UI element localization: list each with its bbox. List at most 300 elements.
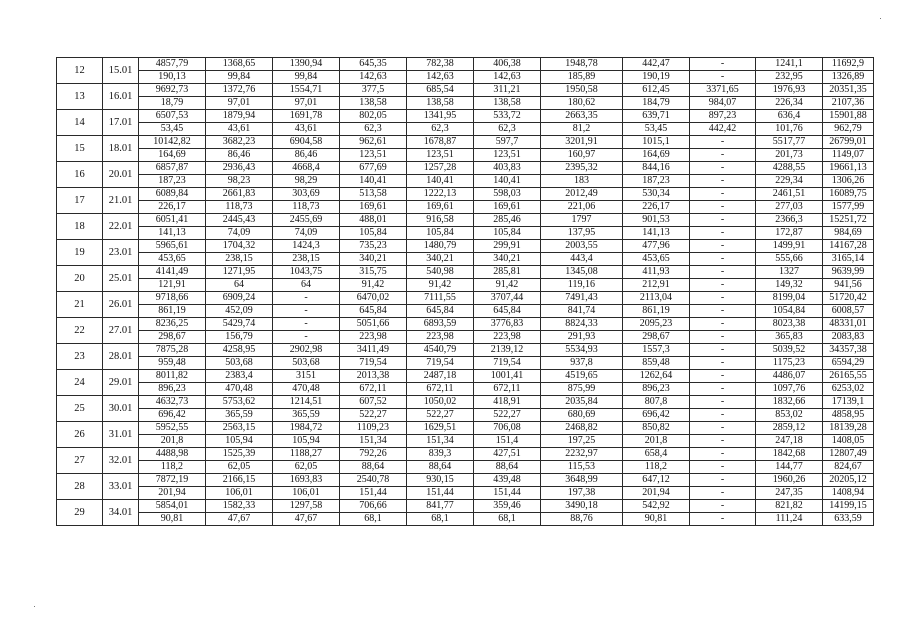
value-cell-bottom-col-6: 169,61 — [474, 201, 541, 214]
value-cell-bottom-col-10: 853,02 — [756, 409, 823, 422]
value-cell-bottom-col-5: 151,44 — [407, 487, 474, 500]
value-cell-bottom-col-7: 680,69 — [541, 409, 623, 422]
value-cell-bottom-col-6: 142,63 — [474, 71, 541, 84]
value-cell-top-col-8: 477,96 — [623, 240, 690, 253]
value-cell-top-col-1: 8011,82 — [139, 370, 206, 383]
value-cell-bottom-col-3: 98,29 — [273, 175, 340, 188]
value-cell-top-col-7: 1950,58 — [541, 84, 623, 97]
date-cell: 33.01 — [103, 474, 139, 500]
value-cell-bottom-col-2: 97,01 — [206, 97, 273, 110]
value-cell-top-col-9: - — [690, 422, 756, 435]
value-cell-bottom-col-11: 6008,57 — [823, 305, 874, 318]
value-cell-top-col-7: 1797 — [541, 214, 623, 227]
value-cell-top-col-5: 7111,55 — [407, 292, 474, 305]
value-cell-bottom-col-2: 99,84 — [206, 71, 273, 84]
date-cell: 28.01 — [103, 344, 139, 370]
table-row-bottom — [57, 227, 874, 240]
row-number-cell: 15 — [57, 136, 103, 162]
value-cell-top-col-11: 17139,1 — [823, 396, 874, 409]
value-cell-top-col-11: 16089,75 — [823, 188, 874, 201]
value-cell-top-col-6: 403,83 — [474, 162, 541, 175]
value-cell-bottom-col-7: 115,53 — [541, 461, 623, 474]
value-cell-top-col-10: 1832,66 — [756, 396, 823, 409]
value-cell-bottom-col-9: - — [690, 175, 756, 188]
value-cell-bottom-col-6: 151,4 — [474, 435, 541, 448]
value-cell-bottom-col-6: 105,84 — [474, 227, 541, 240]
value-cell-top-col-1: 9718,66 — [139, 292, 206, 305]
table-row-bottom — [57, 279, 874, 292]
value-cell-bottom-col-1: 121,91 — [139, 279, 206, 292]
value-cell-top-col-7: 2003,55 — [541, 240, 623, 253]
row-number-cell: 21 — [57, 292, 103, 318]
value-cell-top-col-6: 533,72 — [474, 110, 541, 123]
value-cell-top-col-5: 916,58 — [407, 214, 474, 227]
date-cell: 34.01 — [103, 500, 139, 526]
value-cell-bottom-col-7: 137,95 — [541, 227, 623, 240]
value-cell-bottom-col-10: 201,73 — [756, 149, 823, 162]
value-cell-bottom-col-8: 453,65 — [623, 253, 690, 266]
value-cell-top-col-5: 4540,79 — [407, 344, 474, 357]
value-cell-bottom-col-6: 522,27 — [474, 409, 541, 422]
value-cell-bottom-col-3: - — [273, 305, 340, 318]
value-cell-top-col-2: 1582,33 — [206, 500, 273, 513]
value-cell-bottom-col-1: 453,65 — [139, 253, 206, 266]
value-cell-top-col-11: 11692,9 — [823, 58, 874, 71]
table-row-top — [57, 500, 874, 513]
value-cell-bottom-col-4: 105,84 — [340, 227, 407, 240]
value-cell-bottom-col-3: 365,59 — [273, 409, 340, 422]
table-row-bottom — [57, 357, 874, 370]
value-cell-top-col-1: 5952,55 — [139, 422, 206, 435]
value-cell-top-col-4: 962,61 — [340, 136, 407, 149]
value-cell-bottom-col-9: - — [690, 149, 756, 162]
value-cell-bottom-col-2: 64 — [206, 279, 273, 292]
value-cell-top-col-5: 839,3 — [407, 448, 474, 461]
value-cell-top-col-5: 1480,79 — [407, 240, 474, 253]
value-cell-bottom-col-7: 443,4 — [541, 253, 623, 266]
value-cell-top-col-11: 51720,42 — [823, 292, 874, 305]
value-cell-top-col-5: 685,54 — [407, 84, 474, 97]
value-cell-top-col-9: - — [690, 448, 756, 461]
value-cell-top-col-11: 26165,55 — [823, 370, 874, 383]
value-cell-top-col-2: 2936,43 — [206, 162, 273, 175]
value-cell-top-col-6: 597,7 — [474, 136, 541, 149]
value-cell-top-col-8: 639,71 — [623, 110, 690, 123]
value-cell-top-col-11: 9639,99 — [823, 266, 874, 279]
value-cell-top-col-8: 442,47 — [623, 58, 690, 71]
value-cell-top-col-2: 1372,76 — [206, 84, 273, 97]
value-cell-top-col-8: 2095,23 — [623, 318, 690, 331]
value-cell-top-col-4: 315,75 — [340, 266, 407, 279]
value-cell-top-col-3: 2902,98 — [273, 344, 340, 357]
value-cell-bottom-col-5: 91,42 — [407, 279, 474, 292]
value-cell-bottom-col-1: 187,23 — [139, 175, 206, 188]
value-cell-top-col-7: 1948,78 — [541, 58, 623, 71]
value-cell-top-col-9: - — [690, 136, 756, 149]
value-cell-top-col-7: 7491,43 — [541, 292, 623, 305]
table-row-top — [57, 58, 874, 71]
value-cell-top-col-3: 1693,83 — [273, 474, 340, 487]
value-cell-top-col-9: - — [690, 240, 756, 253]
value-cell-bottom-col-11: 941,56 — [823, 279, 874, 292]
value-cell-bottom-col-7: 185,89 — [541, 71, 623, 84]
value-cell-bottom-col-7: 197,25 — [541, 435, 623, 448]
value-cell-top-col-5: 841,77 — [407, 500, 474, 513]
value-cell-top-col-11: 14167,28 — [823, 240, 874, 253]
value-cell-bottom-col-5: 169,61 — [407, 201, 474, 214]
value-cell-bottom-col-1: 696,42 — [139, 409, 206, 422]
value-cell-top-col-2: 1525,39 — [206, 448, 273, 461]
value-cell-top-col-4: 677,69 — [340, 162, 407, 175]
value-cell-bottom-col-7: 88,76 — [541, 513, 623, 526]
value-cell-bottom-col-6: 68,1 — [474, 513, 541, 526]
row-number-cell: 26 — [57, 422, 103, 448]
table-row-top — [57, 110, 874, 123]
value-cell-bottom-col-7: 180,62 — [541, 97, 623, 110]
value-cell-top-col-1: 9692,73 — [139, 84, 206, 97]
date-cell: 15.01 — [103, 58, 139, 84]
value-cell-top-col-2: 1704,32 — [206, 240, 273, 253]
value-cell-bottom-col-1: 226,17 — [139, 201, 206, 214]
value-cell-top-col-5: 782,38 — [407, 58, 474, 71]
value-cell-top-col-9: 897,23 — [690, 110, 756, 123]
value-cell-bottom-col-3: 99,84 — [273, 71, 340, 84]
value-cell-top-col-10: 1976,93 — [756, 84, 823, 97]
value-cell-bottom-col-10: 365,83 — [756, 331, 823, 344]
value-cell-top-col-2: 1879,94 — [206, 110, 273, 123]
table-row-top — [57, 240, 874, 253]
value-cell-top-col-2: 1368,65 — [206, 58, 273, 71]
value-cell-top-col-7: 8824,33 — [541, 318, 623, 331]
value-cell-top-col-2: 2383,4 — [206, 370, 273, 383]
value-cell-bottom-col-10: 144,77 — [756, 461, 823, 474]
table-row-bottom — [57, 487, 874, 500]
table-row-top — [57, 344, 874, 357]
value-cell-bottom-col-6: 140,41 — [474, 175, 541, 188]
value-cell-bottom-col-4: 140,41 — [340, 175, 407, 188]
value-cell-top-col-8: 1557,3 — [623, 344, 690, 357]
value-cell-top-col-9: - — [690, 318, 756, 331]
value-cell-bottom-col-11: 1306,26 — [823, 175, 874, 188]
date-cell: 32.01 — [103, 448, 139, 474]
row-number-cell: 25 — [57, 396, 103, 422]
value-cell-top-col-9: - — [690, 370, 756, 383]
value-cell-bottom-col-9: - — [690, 357, 756, 370]
value-cell-top-col-10: 4486,07 — [756, 370, 823, 383]
value-cell-bottom-col-7: 119,16 — [541, 279, 623, 292]
value-cell-bottom-col-10: 172,87 — [756, 227, 823, 240]
row-number-cell: 28 — [57, 474, 103, 500]
date-cell: 23.01 — [103, 240, 139, 266]
table-row-bottom — [57, 175, 874, 188]
row-number-cell: 19 — [57, 240, 103, 266]
value-cell-top-col-3: 303,69 — [273, 188, 340, 201]
date-cell: 30.01 — [103, 396, 139, 422]
row-number-cell: 18 — [57, 214, 103, 240]
value-cell-top-col-6: 706,08 — [474, 422, 541, 435]
value-cell-top-col-5: 1222,13 — [407, 188, 474, 201]
table-row-bottom — [57, 383, 874, 396]
table-row-top — [57, 136, 874, 149]
value-cell-bottom-col-3: 118,73 — [273, 201, 340, 214]
value-cell-bottom-col-4: 169,61 — [340, 201, 407, 214]
value-cell-bottom-col-4: 91,42 — [340, 279, 407, 292]
value-cell-top-col-9: - — [690, 162, 756, 175]
row-number-cell: 16 — [57, 162, 103, 188]
value-cell-top-col-1: 8236,25 — [139, 318, 206, 331]
value-cell-top-col-10: 4288,55 — [756, 162, 823, 175]
row-number-cell: 29 — [57, 500, 103, 526]
value-cell-top-col-11: 19661,13 — [823, 162, 874, 175]
value-cell-top-col-3: 4668,4 — [273, 162, 340, 175]
value-cell-top-col-6: 418,91 — [474, 396, 541, 409]
value-cell-bottom-col-1: 298,67 — [139, 331, 206, 344]
value-cell-bottom-col-8: 201,8 — [623, 435, 690, 448]
table-row-top — [57, 162, 874, 175]
value-cell-top-col-3: - — [273, 318, 340, 331]
value-cell-top-col-11: 34357,38 — [823, 344, 874, 357]
value-cell-bottom-col-4: 522,27 — [340, 409, 407, 422]
value-cell-top-col-11: 20205,12 — [823, 474, 874, 487]
value-cell-top-col-8: 850,82 — [623, 422, 690, 435]
value-cell-top-col-11: 15901,88 — [823, 110, 874, 123]
value-cell-top-col-6: 3776,83 — [474, 318, 541, 331]
value-cell-top-col-2: 3682,23 — [206, 136, 273, 149]
value-cell-top-col-5: 2487,18 — [407, 370, 474, 383]
value-cell-top-col-6: 311,21 — [474, 84, 541, 97]
row-number-cell: 17 — [57, 188, 103, 214]
value-cell-top-col-4: 3411,49 — [340, 344, 407, 357]
value-cell-top-col-8: 807,8 — [623, 396, 690, 409]
value-cell-bottom-col-1: 959,48 — [139, 357, 206, 370]
value-cell-bottom-col-11: 984,69 — [823, 227, 874, 240]
value-cell-bottom-col-9: - — [690, 513, 756, 526]
value-cell-top-col-8: 542,92 — [623, 500, 690, 513]
data-table — [56, 57, 874, 526]
value-cell-bottom-col-8: 859,48 — [623, 357, 690, 370]
value-cell-top-col-8: 658,4 — [623, 448, 690, 461]
value-cell-top-col-1: 4632,73 — [139, 396, 206, 409]
value-cell-top-col-3: 6904,58 — [273, 136, 340, 149]
value-cell-bottom-col-4: 151,44 — [340, 487, 407, 500]
value-cell-bottom-col-1: 201,94 — [139, 487, 206, 500]
value-cell-top-col-2: 2563,15 — [206, 422, 273, 435]
value-cell-bottom-col-5: 223,98 — [407, 331, 474, 344]
value-cell-top-col-7: 3490,18 — [541, 500, 623, 513]
value-cell-bottom-col-2: 452,09 — [206, 305, 273, 318]
value-cell-bottom-col-1: 118,2 — [139, 461, 206, 474]
value-cell-bottom-col-9: - — [690, 71, 756, 84]
value-cell-top-col-3: 1691,78 — [273, 110, 340, 123]
value-cell-bottom-col-4: 340,21 — [340, 253, 407, 266]
value-cell-top-col-1: 5854,01 — [139, 500, 206, 513]
value-cell-bottom-col-10: 111,24 — [756, 513, 823, 526]
value-cell-bottom-col-2: 118,73 — [206, 201, 273, 214]
value-cell-top-col-9: - — [690, 58, 756, 71]
value-cell-top-col-10: 1499,91 — [756, 240, 823, 253]
date-cell: 18.01 — [103, 136, 139, 162]
table-row-bottom — [57, 305, 874, 318]
value-cell-bottom-col-4: 142,63 — [340, 71, 407, 84]
value-cell-bottom-col-11: 1149,07 — [823, 149, 874, 162]
value-cell-bottom-col-7: 291,93 — [541, 331, 623, 344]
value-cell-bottom-col-3: 97,01 — [273, 97, 340, 110]
value-cell-top-col-4: 5051,66 — [340, 318, 407, 331]
value-cell-bottom-col-2: 106,01 — [206, 487, 273, 500]
value-cell-bottom-col-8: 53,45 — [623, 123, 690, 136]
value-cell-top-col-3: 1424,3 — [273, 240, 340, 253]
value-cell-bottom-col-7: 183 — [541, 175, 623, 188]
date-cell: 25.01 — [103, 266, 139, 292]
value-cell-bottom-col-2: 62,05 — [206, 461, 273, 474]
value-cell-top-col-2: 4258,95 — [206, 344, 273, 357]
value-cell-top-col-4: 645,35 — [340, 58, 407, 71]
value-cell-bottom-col-7: 841,74 — [541, 305, 623, 318]
value-cell-bottom-col-11: 6253,02 — [823, 383, 874, 396]
value-cell-top-col-10: 1241,1 — [756, 58, 823, 71]
value-cell-top-col-9: - — [690, 474, 756, 487]
table-row-bottom — [57, 123, 874, 136]
value-cell-bottom-col-5: 340,21 — [407, 253, 474, 266]
value-cell-top-col-4: 735,23 — [340, 240, 407, 253]
row-number-cell: 12 — [57, 58, 103, 84]
value-cell-bottom-col-9: - — [690, 331, 756, 344]
value-cell-bottom-col-3: 64 — [273, 279, 340, 292]
value-cell-bottom-col-5: 62,3 — [407, 123, 474, 136]
table-row-bottom — [57, 253, 874, 266]
row-number-cell: 20 — [57, 266, 103, 292]
value-cell-top-col-11: 20351,35 — [823, 84, 874, 97]
value-cell-bottom-col-6: 88,64 — [474, 461, 541, 474]
value-cell-bottom-col-6: 91,42 — [474, 279, 541, 292]
table-row-top — [57, 318, 874, 331]
value-cell-bottom-col-8: 184,79 — [623, 97, 690, 110]
value-cell-bottom-col-10: 1054,84 — [756, 305, 823, 318]
table-body — [57, 58, 874, 526]
value-cell-bottom-col-2: 74,09 — [206, 227, 273, 240]
value-cell-top-col-10: 5039,52 — [756, 344, 823, 357]
value-cell-top-col-7: 3648,99 — [541, 474, 623, 487]
value-cell-top-col-11: 14199,15 — [823, 500, 874, 513]
value-cell-top-col-3: 1554,71 — [273, 84, 340, 97]
value-cell-bottom-col-10: 247,18 — [756, 435, 823, 448]
value-cell-top-col-2: 2445,43 — [206, 214, 273, 227]
value-cell-bottom-col-5: 123,51 — [407, 149, 474, 162]
value-cell-top-col-8: 612,45 — [623, 84, 690, 97]
value-cell-top-col-10: 2366,3 — [756, 214, 823, 227]
value-cell-bottom-col-7: 197,38 — [541, 487, 623, 500]
table-row-bottom — [57, 461, 874, 474]
value-cell-bottom-col-7: 81,2 — [541, 123, 623, 136]
value-cell-top-col-7: 1345,08 — [541, 266, 623, 279]
value-cell-top-col-6: 427,51 — [474, 448, 541, 461]
value-cell-bottom-col-3: 470,48 — [273, 383, 340, 396]
table-row-top — [57, 292, 874, 305]
value-cell-bottom-col-2: 365,59 — [206, 409, 273, 422]
value-cell-bottom-col-10: 1097,76 — [756, 383, 823, 396]
date-cell: 27.01 — [103, 318, 139, 344]
value-cell-top-col-9: - — [690, 188, 756, 201]
value-cell-top-col-3: 1297,58 — [273, 500, 340, 513]
value-cell-bottom-col-2: 43,61 — [206, 123, 273, 136]
scan-speck — [880, 18, 881, 19]
value-cell-top-col-1: 6857,87 — [139, 162, 206, 175]
value-cell-bottom-col-10: 232,95 — [756, 71, 823, 84]
value-cell-top-col-9: - — [690, 344, 756, 357]
row-number-cell: 22 — [57, 318, 103, 344]
value-cell-bottom-col-10: 226,34 — [756, 97, 823, 110]
value-cell-top-col-1: 6089,84 — [139, 188, 206, 201]
value-cell-bottom-col-9: 984,07 — [690, 97, 756, 110]
value-cell-bottom-col-1: 18,79 — [139, 97, 206, 110]
value-cell-top-col-4: 802,05 — [340, 110, 407, 123]
value-cell-top-col-2: 5429,74 — [206, 318, 273, 331]
value-cell-top-col-10: 8023,38 — [756, 318, 823, 331]
value-cell-bottom-col-5: 522,27 — [407, 409, 474, 422]
value-cell-bottom-col-6: 62,3 — [474, 123, 541, 136]
value-cell-bottom-col-6: 340,21 — [474, 253, 541, 266]
value-cell-top-col-6: 285,46 — [474, 214, 541, 227]
date-cell: 26.01 — [103, 292, 139, 318]
row-number-cell: 24 — [57, 370, 103, 396]
value-cell-top-col-3: 1984,72 — [273, 422, 340, 435]
value-cell-bottom-col-4: 151,34 — [340, 435, 407, 448]
value-cell-top-col-9: - — [690, 292, 756, 305]
value-cell-top-col-4: 377,5 — [340, 84, 407, 97]
value-cell-bottom-col-7: 937,8 — [541, 357, 623, 370]
value-cell-top-col-7: 2663,35 — [541, 110, 623, 123]
table-row-bottom — [57, 201, 874, 214]
value-cell-bottom-col-10: 101,76 — [756, 123, 823, 136]
value-cell-bottom-col-6: 672,11 — [474, 383, 541, 396]
value-cell-top-col-7: 3201,91 — [541, 136, 623, 149]
value-cell-bottom-col-11: 824,67 — [823, 461, 874, 474]
table-row-bottom — [57, 331, 874, 344]
value-cell-top-col-8: 901,53 — [623, 214, 690, 227]
value-cell-top-col-6: 1001,41 — [474, 370, 541, 383]
value-cell-bottom-col-9: - — [690, 253, 756, 266]
value-cell-bottom-col-3: 238,15 — [273, 253, 340, 266]
value-cell-bottom-col-11: 1577,99 — [823, 201, 874, 214]
value-cell-top-col-6: 285,81 — [474, 266, 541, 279]
value-cell-top-col-8: 844,16 — [623, 162, 690, 175]
value-cell-bottom-col-4: 62,3 — [340, 123, 407, 136]
value-cell-bottom-col-4: 223,98 — [340, 331, 407, 344]
value-cell-bottom-col-9: - — [690, 435, 756, 448]
value-cell-top-col-1: 6051,41 — [139, 214, 206, 227]
value-cell-top-col-6: 299,91 — [474, 240, 541, 253]
value-cell-bottom-col-11: 633,59 — [823, 513, 874, 526]
value-cell-top-col-5: 1341,95 — [407, 110, 474, 123]
value-cell-top-col-1: 7875,28 — [139, 344, 206, 357]
value-cell-top-col-7: 2035,84 — [541, 396, 623, 409]
value-cell-top-col-10: 1327 — [756, 266, 823, 279]
value-cell-top-col-2: 2166,15 — [206, 474, 273, 487]
value-cell-bottom-col-3: 43,61 — [273, 123, 340, 136]
value-cell-top-col-5: 930,15 — [407, 474, 474, 487]
value-cell-bottom-col-8: 212,91 — [623, 279, 690, 292]
value-cell-top-col-5: 1257,28 — [407, 162, 474, 175]
value-cell-top-col-8: 1262,64 — [623, 370, 690, 383]
value-cell-bottom-col-8: 118,2 — [623, 461, 690, 474]
value-cell-bottom-col-6: 151,44 — [474, 487, 541, 500]
value-cell-top-col-11: 12807,49 — [823, 448, 874, 461]
value-cell-top-col-4: 513,58 — [340, 188, 407, 201]
value-cell-top-col-10: 821,82 — [756, 500, 823, 513]
value-cell-top-col-4: 6470,02 — [340, 292, 407, 305]
date-cell: 20.01 — [103, 162, 139, 188]
value-cell-top-col-6: 3707,44 — [474, 292, 541, 305]
